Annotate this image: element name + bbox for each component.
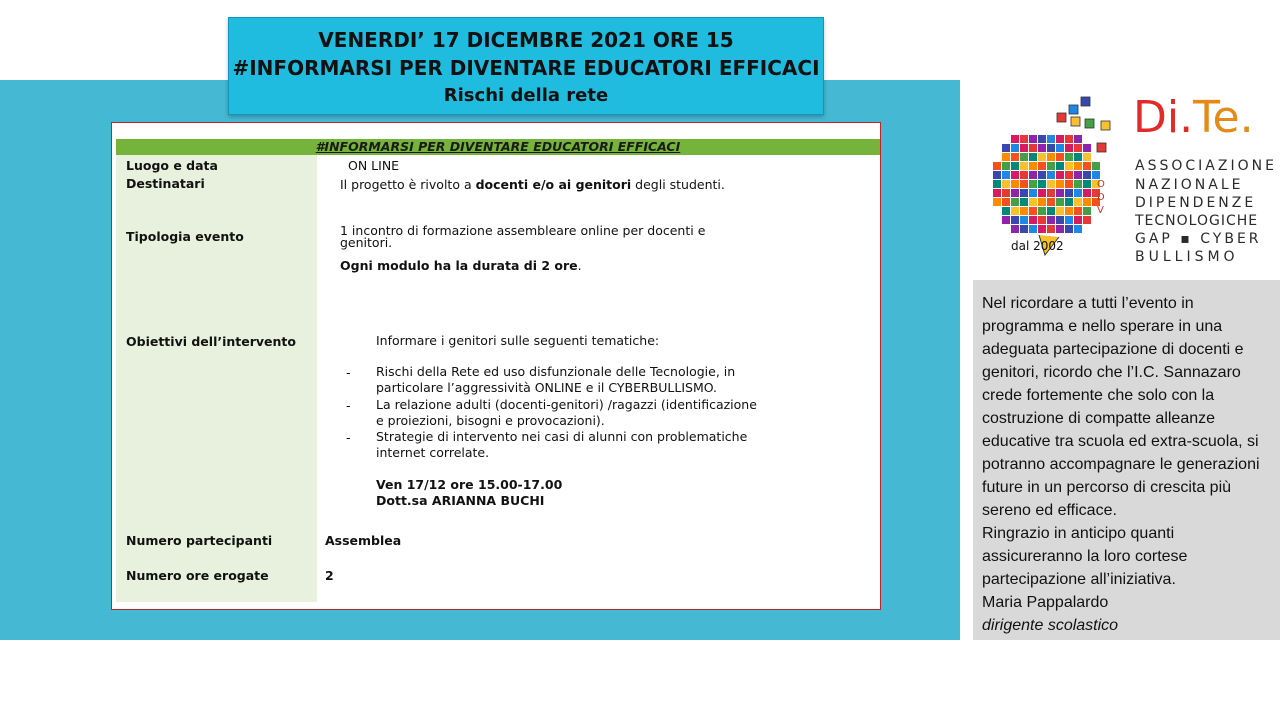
mosaic-tile xyxy=(1020,135,1028,143)
obiettivi-intro: Informare i genitori sulle seguenti tematiche: xyxy=(376,333,660,348)
logo-name: Di.Te. xyxy=(1133,92,1254,143)
mosaic-tile xyxy=(1083,153,1091,161)
mosaic-tile xyxy=(1083,198,1091,206)
mosaic-tile xyxy=(1038,144,1046,152)
mosaic-tile xyxy=(1029,207,1037,215)
mosaic-tile xyxy=(1047,225,1055,233)
mosaic-tile xyxy=(1065,225,1073,233)
obiettivo-3-line-1: Strategie di intervento nei casi di alunni con problematiche xyxy=(376,429,748,444)
mosaic-tile xyxy=(1071,117,1080,126)
mosaic-tile xyxy=(1047,144,1055,152)
ore-value: 2 xyxy=(325,568,334,583)
logo-sub-5: GAP ▪ CYBER xyxy=(1135,231,1262,247)
mosaic-tile xyxy=(1074,207,1082,215)
mosaic-tile xyxy=(1011,207,1019,215)
mosaic-tile xyxy=(1011,189,1019,197)
tipologia-line-2: genitori. xyxy=(340,235,393,250)
mosaic-tile xyxy=(1056,216,1064,224)
mosaic-tile xyxy=(1011,153,1019,161)
side-note-thanks: Ringrazio in anticipo quanti assicureranno la loro cortese partecipazione all’iniziativa. xyxy=(982,525,1188,588)
mosaic-tile xyxy=(1011,225,1019,233)
mosaic-tile xyxy=(1074,180,1082,188)
mosaic-tile xyxy=(1083,207,1091,215)
mosaic-tile xyxy=(1020,144,1028,152)
mosaic-tile xyxy=(1002,180,1010,188)
logo-sub-6: BULLISMO xyxy=(1135,249,1239,265)
obiettivo-1-line-1: Rischi della Rete ed uso disfunzionale delle Tecnologie, in xyxy=(376,364,736,379)
side-note-role: dirigente scolastico xyxy=(982,617,1119,634)
mosaic-tile xyxy=(1065,180,1073,188)
mosaic-tile xyxy=(1056,198,1064,206)
mosaic-tile xyxy=(1038,180,1046,188)
mosaic-tile xyxy=(1056,162,1064,170)
mosaic-tile xyxy=(1002,189,1010,197)
mosaic-tile xyxy=(1020,189,1028,197)
mosaic-tile xyxy=(1020,171,1028,179)
logo-sub-2: NAZIONALE xyxy=(1135,177,1244,193)
event-date-line: VENERDI’ 17 DICEMBRE 2021 ORE 15 xyxy=(318,28,734,52)
mosaic-tile xyxy=(1029,189,1037,197)
mosaic-tile xyxy=(993,189,1001,197)
mosaic-tile xyxy=(1038,135,1046,143)
speaker-name: Dott.sa ARIANNA BUCHI xyxy=(376,493,545,508)
mosaic-tile xyxy=(1002,153,1010,161)
mosaic-tile xyxy=(1047,153,1055,161)
dite-logo xyxy=(985,92,1277,265)
logo-sub-3: DIPENDENZE xyxy=(1135,195,1257,211)
mosaic-tile xyxy=(1002,144,1010,152)
mosaic-tile xyxy=(1011,135,1019,143)
mosaic-tile xyxy=(1056,153,1064,161)
mosaic-tile xyxy=(1083,189,1091,197)
mosaic-tile xyxy=(1065,135,1073,143)
mosaic-tile xyxy=(1056,135,1064,143)
luogo-label: Luogo e data xyxy=(126,158,218,173)
mosaic-tile xyxy=(1038,198,1046,206)
obiettivo-1-line-2: particolare l’aggressività ONLINE e il CYBERBULLISMO. xyxy=(376,380,718,395)
event-subtitle-line: Rischi della rete xyxy=(443,85,609,106)
mosaic-tile xyxy=(1074,225,1082,233)
partecipanti-value: Assemblea xyxy=(325,533,402,548)
mosaic-tile xyxy=(1047,207,1055,215)
mosaic-tile xyxy=(1038,162,1046,170)
mosaic-tile xyxy=(1083,144,1091,152)
mosaic-tile xyxy=(1065,207,1073,215)
mosaic-tile xyxy=(1074,216,1082,224)
mosaic-tile xyxy=(1029,216,1037,224)
logo-since: dal 2002 xyxy=(1011,239,1064,253)
mosaic-tile xyxy=(1029,144,1037,152)
mosaic-tile xyxy=(1020,225,1028,233)
mosaic-tile xyxy=(1020,198,1028,206)
mosaic-tile xyxy=(1029,180,1037,188)
mosaic-tile xyxy=(1047,198,1055,206)
mosaic-tile xyxy=(1002,162,1010,170)
mosaic-tile xyxy=(1101,121,1110,130)
mosaic-tile xyxy=(1029,162,1037,170)
mosaic-tile xyxy=(1057,113,1066,122)
mosaic-tile xyxy=(1020,153,1028,161)
mosaic-tile xyxy=(1029,225,1037,233)
mosaic-tile xyxy=(1056,171,1064,179)
mosaic-tile xyxy=(1065,144,1073,152)
mosaic-tile xyxy=(1002,207,1010,215)
destinatari-label: Destinatari xyxy=(126,176,205,191)
mosaic-tile xyxy=(1011,144,1019,152)
event-date-time: Ven 17/12 ore 15.00-17.00 xyxy=(376,477,563,492)
mosaic-tile xyxy=(1038,153,1046,161)
mosaic-tile xyxy=(1029,135,1037,143)
mosaic-tile xyxy=(1083,216,1091,224)
side-note-text xyxy=(982,292,1274,637)
mosaic-tile xyxy=(1092,171,1100,179)
mosaic-tile xyxy=(1074,162,1082,170)
mosaic-tile xyxy=(1069,105,1078,114)
mosaic-tile xyxy=(1092,162,1100,170)
ore-label: Numero ore erogate xyxy=(126,568,269,583)
mosaic-tile xyxy=(1002,198,1010,206)
mosaic-tile xyxy=(1020,207,1028,215)
mosaic-tile xyxy=(1020,216,1028,224)
bullet-dash: - xyxy=(346,398,351,413)
mosaic-tile xyxy=(1038,189,1046,197)
tipologia-label: Tipologia evento xyxy=(126,229,244,244)
mosaic-tile xyxy=(1047,135,1055,143)
destinatari-value: Il progetto è rivolto a docenti e/o ai genitori degli studenti. xyxy=(340,177,725,192)
mosaic-tile xyxy=(1047,180,1055,188)
mosaic-tile xyxy=(1011,162,1019,170)
table-title: #INFORMARSI PER DIVENTARE EDUCATORI EFFICACI xyxy=(116,139,880,155)
mosaic-tile xyxy=(1083,162,1091,170)
mosaic-tile xyxy=(1029,171,1037,179)
mosaic-tile xyxy=(1011,198,1019,206)
mosaic-tile xyxy=(1047,189,1055,197)
mosaic-tile xyxy=(1002,171,1010,179)
mosaic-tile xyxy=(1011,180,1019,188)
mosaic-tile xyxy=(1065,171,1073,179)
obiettivo-2-line-1: La relazione adulti (docenti-genitori) /ragazzi (identificazione xyxy=(376,397,757,412)
event-title-box xyxy=(228,17,824,115)
side-note-panel xyxy=(973,280,1280,640)
mosaic-tile xyxy=(1065,153,1073,161)
mosaic-tile xyxy=(1056,225,1064,233)
mosaic-tile xyxy=(1038,225,1046,233)
mosaic-tile xyxy=(1056,189,1064,197)
mosaic-tile xyxy=(1056,144,1064,152)
mosaic-tile xyxy=(1097,143,1106,152)
mosaic-tile xyxy=(1065,198,1073,206)
mosaic-tile xyxy=(993,198,1001,206)
mosaic-tile xyxy=(1047,162,1055,170)
tipologia-line-1: 1 incontro di formazione assembleare online per docenti e xyxy=(340,223,706,238)
mosaic-tile xyxy=(1074,144,1082,152)
event-title-line: #INFORMARSI PER DIVENTARE EDUCATORI EFFICACI xyxy=(232,56,820,80)
mosaic-tile xyxy=(1085,119,1094,128)
mosaic-tile xyxy=(1029,153,1037,161)
tipologia-duration: Ogni modulo ha la durata di 2 ore. xyxy=(340,258,582,273)
mosaic-tile xyxy=(1081,97,1090,106)
mosaic-tile xyxy=(993,171,1001,179)
mosaic-tile xyxy=(1020,180,1028,188)
mosaic-tile xyxy=(1011,216,1019,224)
mosaic-tile xyxy=(1074,153,1082,161)
obiettivi-label: Obiettivi dell’intervento xyxy=(126,334,296,349)
mosaic-tile xyxy=(1074,198,1082,206)
bullet-dash: - xyxy=(346,365,351,380)
partecipanti-label: Numero partecipanti xyxy=(126,533,273,548)
mosaic-tile xyxy=(1011,171,1019,179)
obiettivo-2-line-2: e proiezioni, bisogni e provocazioni). xyxy=(376,413,605,428)
logo-odv: O D V xyxy=(1097,179,1105,216)
mosaic-tile xyxy=(1083,180,1091,188)
obiettivo-3-line-2: internet correlate. xyxy=(376,445,490,460)
event-details-table xyxy=(111,122,881,610)
mosaic-tile xyxy=(1083,171,1091,179)
bullet-dash: - xyxy=(346,430,351,445)
mosaic-tile xyxy=(1029,198,1037,206)
mosaic-tile xyxy=(1002,216,1010,224)
luogo-value: ON LINE xyxy=(348,158,400,173)
mosaic-tile xyxy=(1065,216,1073,224)
mosaic-tile xyxy=(1047,216,1055,224)
mosaic-tile xyxy=(1038,216,1046,224)
mosaic-tile xyxy=(1038,171,1046,179)
logo-sub-4: TECNOLOGICHE xyxy=(1135,213,1259,229)
mosaic-tile xyxy=(993,180,1001,188)
side-note-signature: Maria Pappalardo xyxy=(982,594,1109,611)
mosaic-tile xyxy=(993,162,1001,170)
mosaic-tile xyxy=(1065,189,1073,197)
mosaic-tile xyxy=(1074,171,1082,179)
mosaic-tile xyxy=(1056,180,1064,188)
logo-sub-1: ASSOCIAZIONE xyxy=(1135,158,1277,174)
mosaic-tile xyxy=(1020,162,1028,170)
mosaic-tile xyxy=(1065,162,1073,170)
mosaic-tile xyxy=(1047,171,1055,179)
mosaic-tile xyxy=(1074,189,1082,197)
mosaic-tile xyxy=(1056,207,1064,215)
mosaic-tile xyxy=(1074,135,1082,143)
mosaic-tile xyxy=(1038,207,1046,215)
side-note-body: Nel ricordare a tutti l’evento in programma e nello sperare in una adeguata partecipazione di docenti e genitori, ricordo che l’I.C. Sannazaro crede fortemente che solo con la costruzione di compatte alleanze educative tra scuola ed extra-scuola, si potranno accompagnare le generazioni future in un percorso di crescita più sereno ed efficace. xyxy=(982,295,1260,519)
